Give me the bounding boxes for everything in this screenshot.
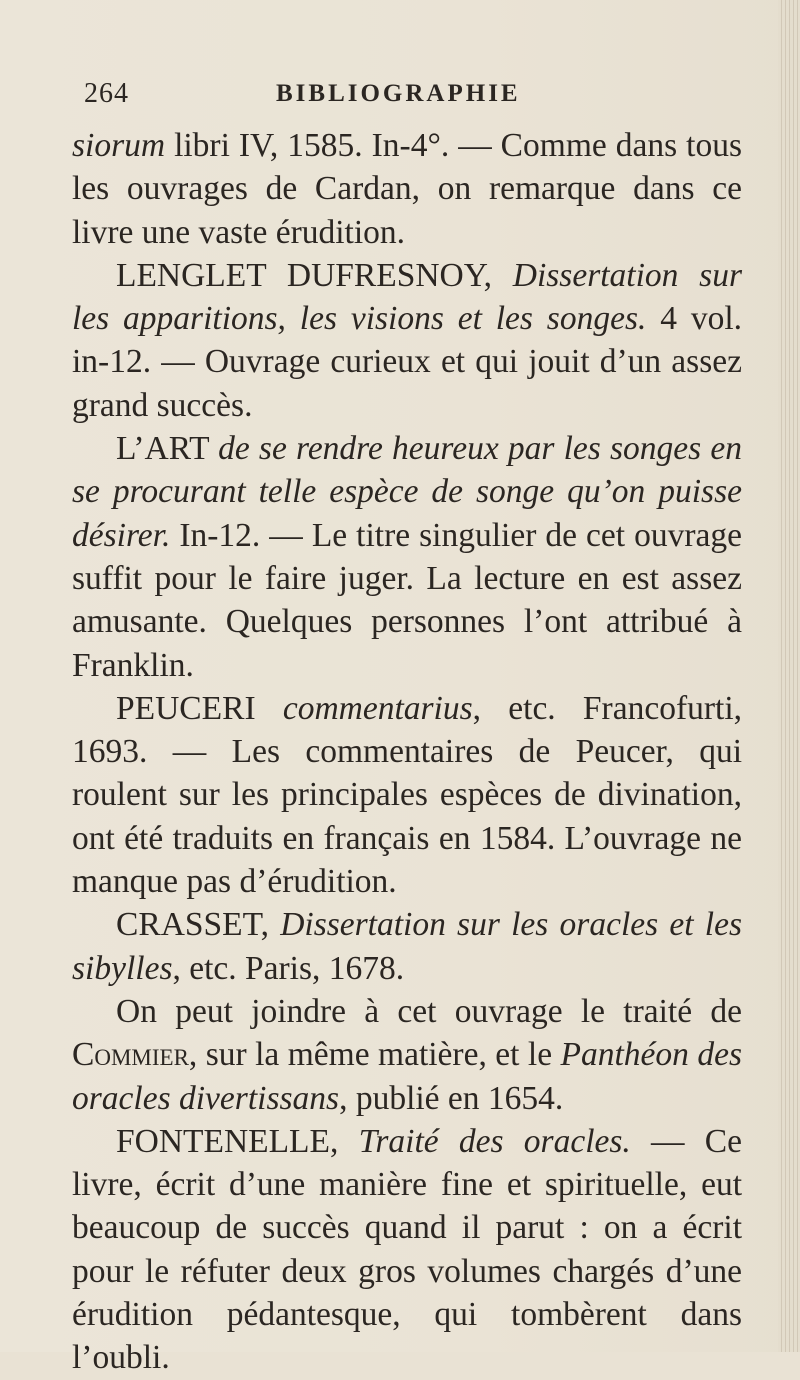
book-title: Panthéon des oracles divertissans [72, 1036, 743, 1117]
paragraph [72, 254, 742, 427]
running-head: BIBLIOGRAPHIE [276, 80, 521, 107]
paragraph [72, 427, 742, 687]
text-italic: siorum [72, 127, 166, 164]
text-body [72, 124, 742, 1380]
author-name: LENGLET DUFRESNOY, [116, 256, 513, 294]
book-title: Traité des oracles. [358, 1122, 631, 1160]
page-header [84, 78, 714, 118]
paragraph [72, 124, 742, 254]
text: , etc. Francofurti, 1693. — Les commentaires de Peucer, qui roulent sur les principales espèces de divination, ont été traduits en français en 1584. L’ouvrage ne manque pas d’érudition. [72, 689, 742, 901]
text: , sur la même matière, et le [188, 1036, 561, 1074]
page-number: 264 [84, 78, 129, 109]
paragraph [72, 1120, 742, 1380]
book-title: de se rendre heureux par les songes en se procurant telle espèce de songe qu’on puisse désirer. [72, 430, 742, 554]
title-start: L’ART [116, 430, 219, 468]
page-edge [778, 0, 800, 1352]
text: On peut joindre à cet ouvrage le traité de [116, 992, 742, 1030]
text: — Ce livre, écrit d’une manière fine et spirituelle, eut beaucoup de succès quand il parut : on a écrit pour le réfuter deux gros volumes chargés d’une érudition pédantesque, qui tombèrent dans l’oubli. [72, 1122, 742, 1377]
author-name: FONTENELLE, [116, 1122, 359, 1160]
text: libri IV, 1585. In-4°. — Comme dans tous les ouvrages de Cardan, on remarque dans ce livre une vaste érudition. [72, 127, 742, 251]
book-title: Dissertation sur les apparitions, les visions et les songes. [72, 256, 743, 338]
author-name: PEUCERI [116, 689, 283, 727]
book-title: commentarius [282, 689, 473, 727]
text: 4 vol. in-12. — Ouvrage curieux et qui jouit d’un assez grand succès. [72, 300, 742, 424]
author-name: Commier [72, 1036, 189, 1074]
book-title: Dissertation sur les oracles et les sibylles [72, 906, 742, 987]
text: In-12. — Le titre singulier de cet ouvrage suffit pour le faire juger. La lecture en est assez amusante. Quelques personnes l’ont attribué à Franklin. [72, 516, 742, 684]
text: , etc. Paris, 1678. [172, 949, 405, 987]
paragraph [72, 687, 742, 903]
author-name: CRASSET, [116, 906, 281, 944]
text: , publié en 1654. [339, 1079, 564, 1117]
paragraph [72, 990, 742, 1120]
paragraph [72, 903, 742, 990]
